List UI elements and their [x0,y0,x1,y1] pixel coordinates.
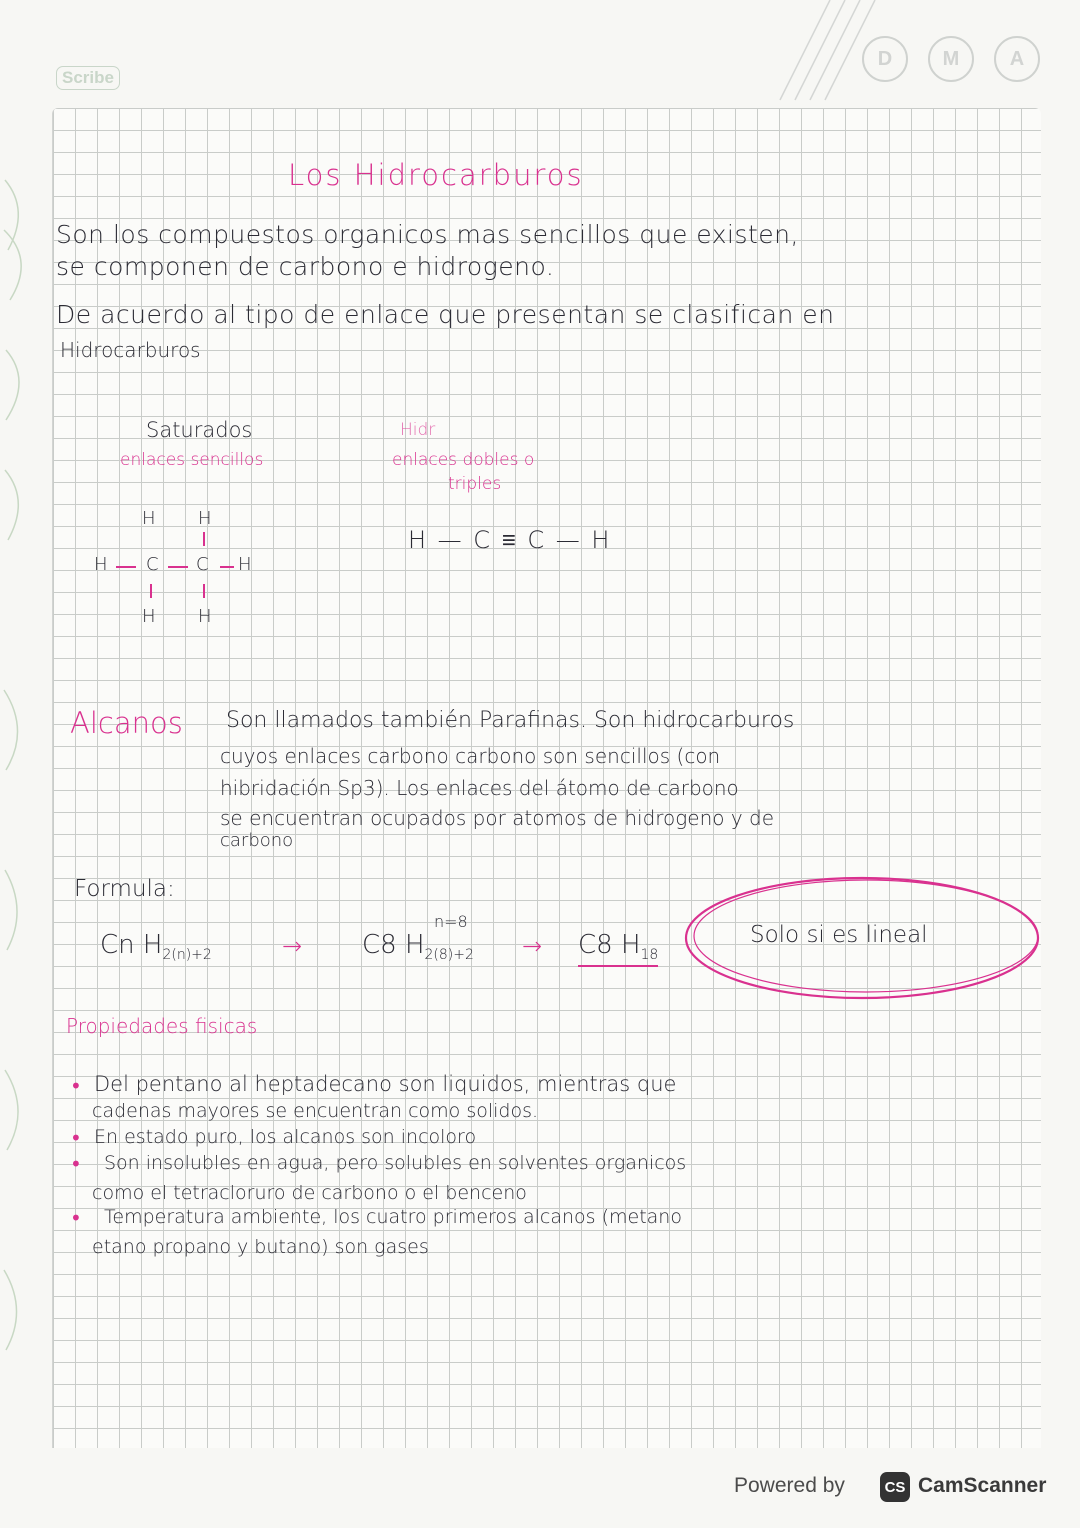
general-formula: Cn $H_{2(n)+2}$ [100,930,212,963]
arrow-icon: → [282,932,303,960]
unsaturated-heading: Hidr [400,420,436,440]
alcanos-line-4: se encuentran ocupados por atomos de hidrogeno y de [220,806,775,830]
camscanner-brand: CamScanner [918,1474,1047,1497]
atom-h: H [198,508,212,529]
alcanos-label: Alcanos [70,706,183,740]
bullet-icon: • [70,1206,82,1230]
property-3-line-2: como el tetracloruro de carbono o el benceno [92,1182,527,1204]
atom-h: H [142,508,156,529]
alcanos-line-1: Son llamados también Parafinas. Son hidrocarburos [226,708,795,733]
bond-line [220,566,234,568]
leaf-border-decoration [0,170,50,1420]
arrow-icon: → [522,932,543,960]
bullet-icon: • [70,1074,82,1098]
watermark-circle-m: M [928,36,974,82]
saturated-heading: Saturados [146,418,253,442]
property-1-line-2: cadenas mayores se encuentran como solidos. [92,1100,539,1122]
bond-line [203,532,205,546]
alcanos-line-2: cuyos enlaces carbono carbono son sencillos (con [220,744,721,768]
bond-line [116,566,136,568]
page-title: Los Hidrocarburos [288,158,584,192]
property-2-line-1: En estado puro, los alcanos son incoloro [94,1126,477,1148]
property-4-line-1: Temperatura ambiente, los cuatro primeros alcanos (metano [104,1206,682,1228]
powered-by-label: Powered by [734,1474,845,1497]
linear-note: Solo si es lineal [750,922,928,948]
octane-formula: C8 $H_{18}$ [578,930,658,967]
property-3-line-1: Son insolubles en agua, pero solubles en solventes organicos [104,1152,687,1174]
saturated-note: enlaces sencillos [120,450,264,470]
property-4-line-2: etano propano y butano) son gases [92,1236,429,1258]
unsaturated-note-line-2: triples [448,474,502,494]
atom-c: C [196,554,209,575]
intro-line-4: Hidrocarburos [60,338,201,362]
atom-h: H [198,606,212,627]
properties-heading: Propiedades fisicas [66,1014,258,1038]
unsaturated-note-line-1: enlaces dobles o [392,450,535,470]
camscanner-logo-icon: CS [880,1472,910,1502]
alcanos-line-3: hibridación Sp3). Los enlaces del átomo de carbono [220,776,739,800]
property-1-line-1: Del pentano al heptadecano son liquidos, mientras que [94,1072,677,1096]
formula-label: Formula: [74,876,175,902]
ethyne-structure: H — C ≡ C — H [408,526,612,554]
bond-line [150,584,152,598]
bond-line [168,566,188,568]
bullet-icon: • [70,1152,82,1176]
watermark-circle-a: A [994,36,1040,82]
bullet-icon: • [70,1126,82,1150]
alcanos-line-5: carbono [220,830,294,851]
formula-n-note: n=8 [434,912,468,931]
substituted-formula: C8 $H_{2(8)+2}$ [362,930,474,963]
scribe-watermark: Scribe [56,66,120,90]
intro-line-2: se componen de carbono e hidrogeno. [56,252,555,281]
bond-line [203,584,205,598]
intro-line-3: De acuerdo al tipo de enlace que presentan se clasifican en [56,300,835,329]
atom-h: H [94,554,108,575]
atom-c: C [146,554,159,575]
atom-h: H [142,606,156,627]
intro-line-1: Son los compuestos organicos mas sencillos que existen, [56,220,799,249]
atom-h: H [238,554,252,575]
watermark-circle-d: D [862,36,908,82]
